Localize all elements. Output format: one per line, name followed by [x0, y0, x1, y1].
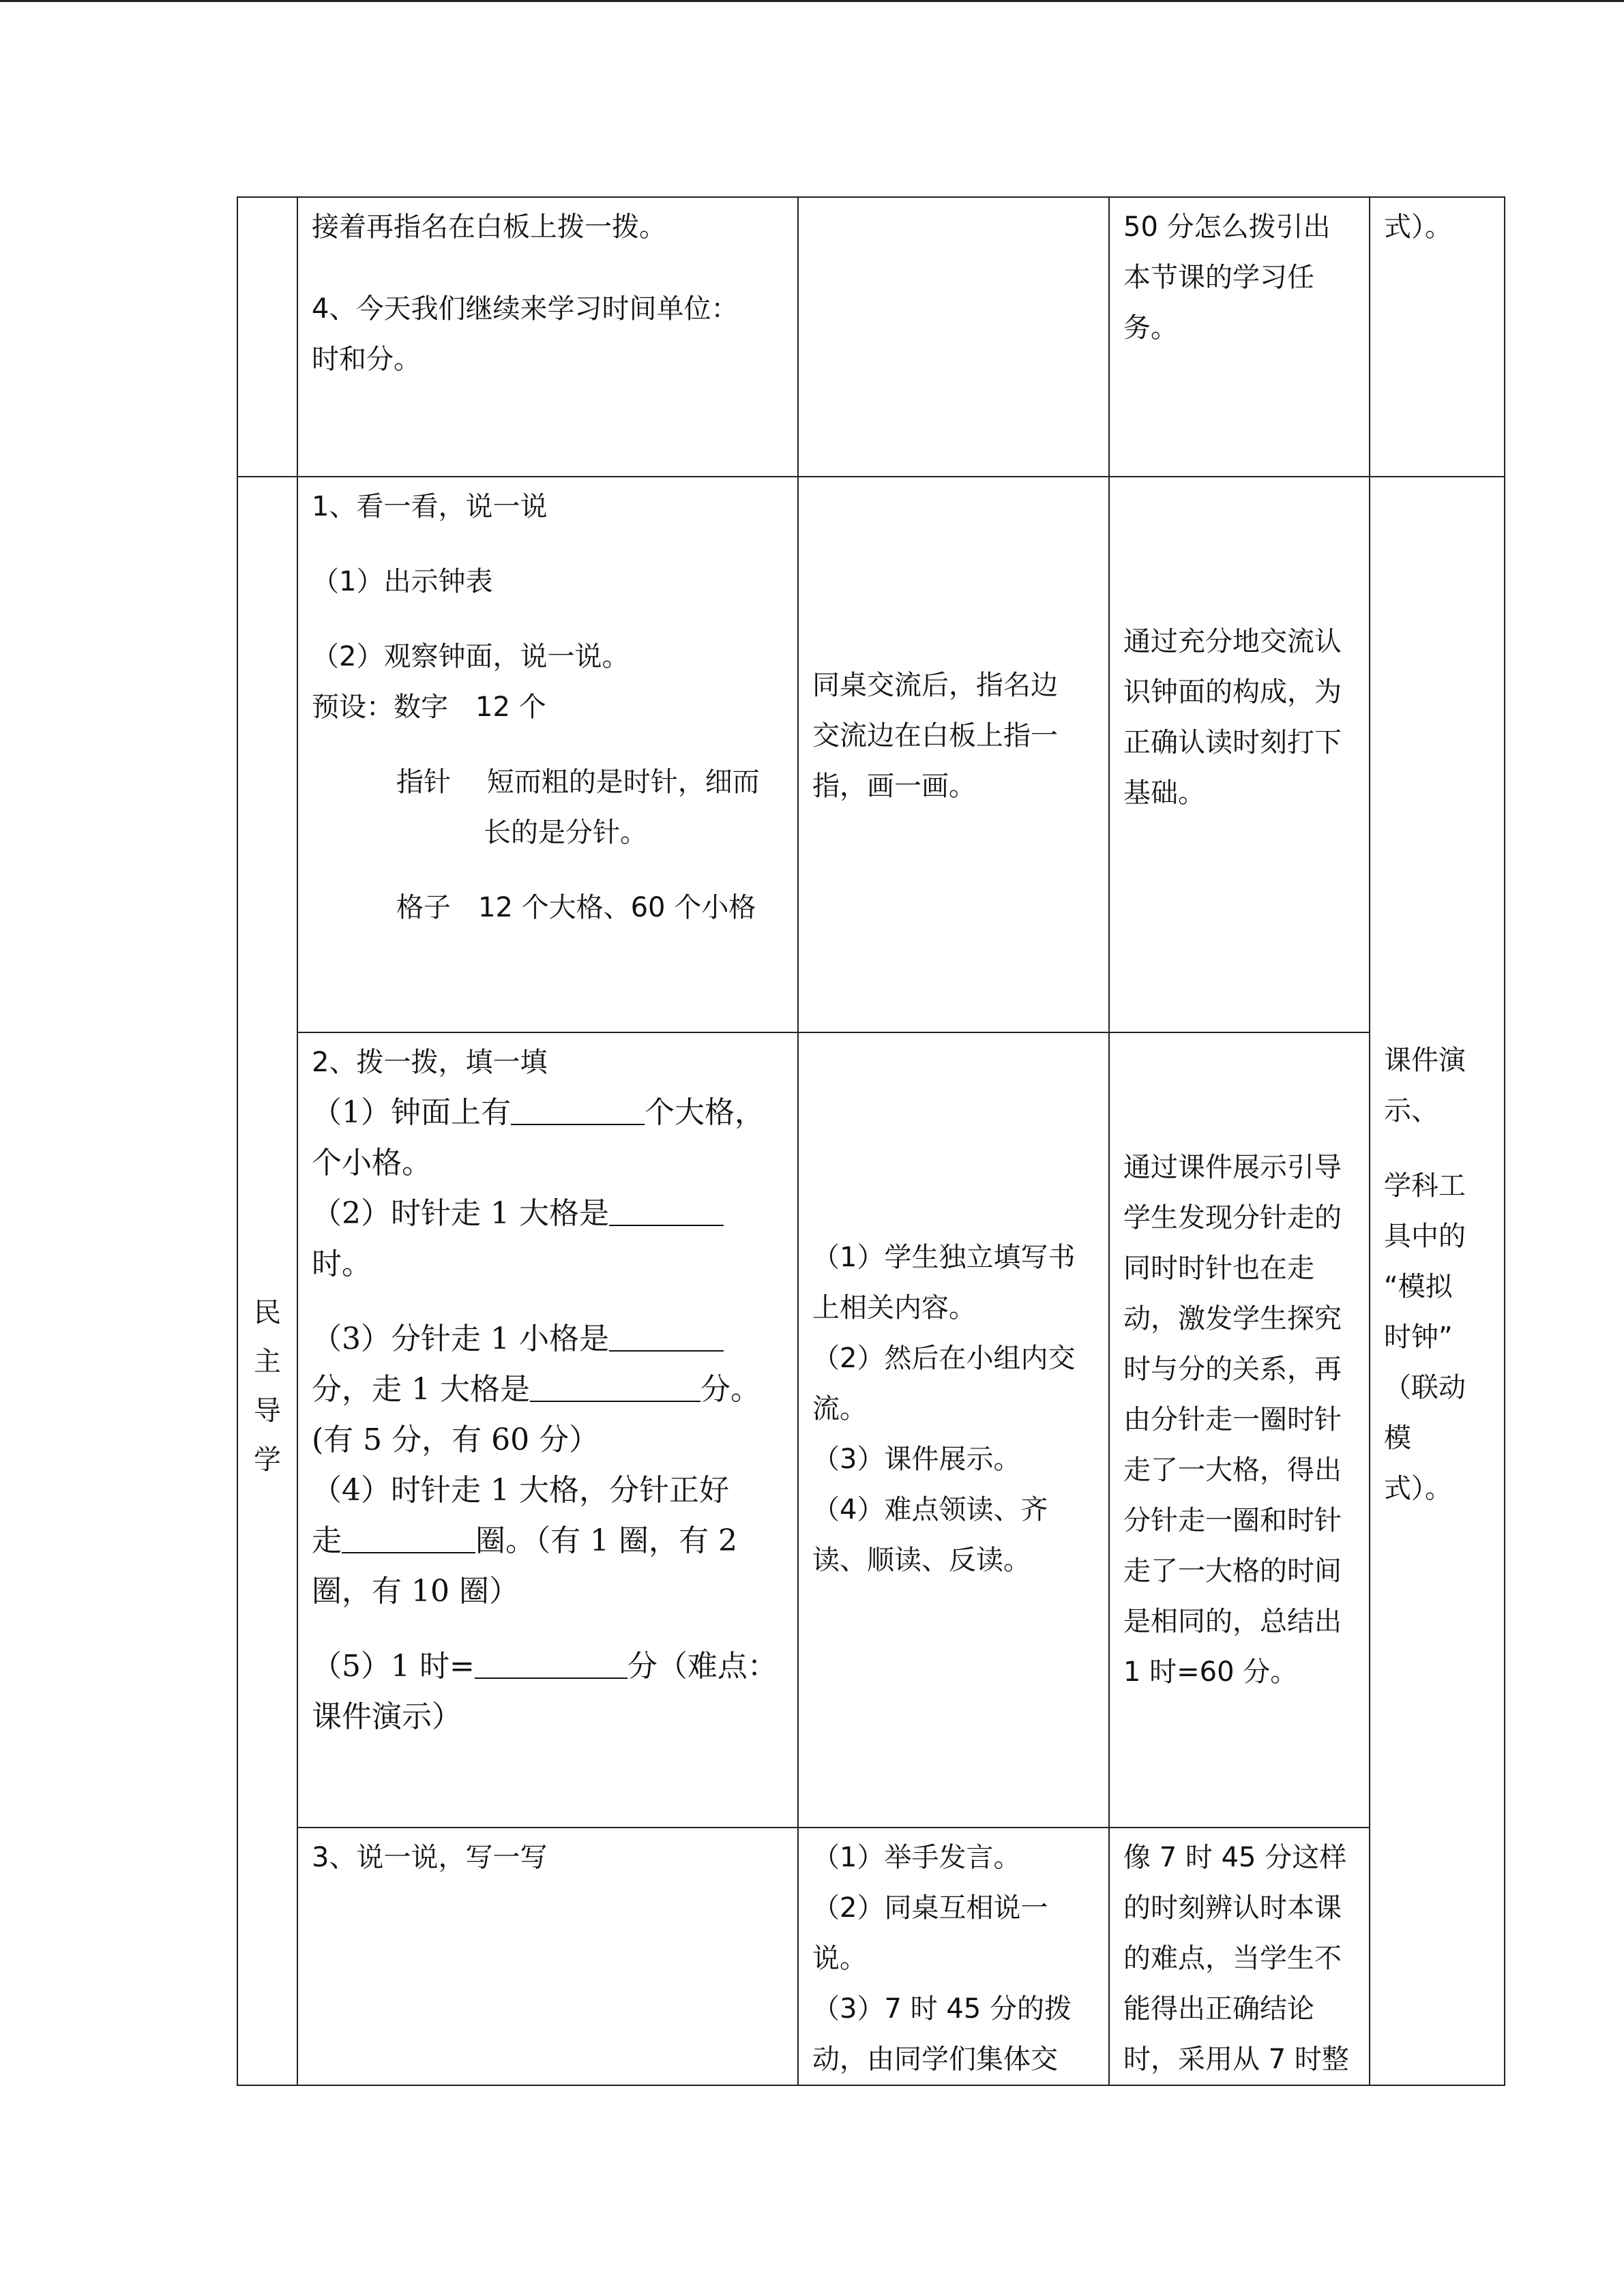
intent-line: 时，采用从 7 时整 — [1123, 2044, 1349, 2075]
page-top-border — [0, 0, 1624, 2]
question-text: （5）1 时= — [312, 1649, 475, 1684]
teacher-activity-cell — [297, 477, 798, 1032]
student-line: 说。 — [812, 1943, 867, 1974]
question-text: 走 — [312, 1523, 342, 1558]
question-text: （2）时针走 1 大格是 — [312, 1196, 609, 1231]
table-row-turn-and-fill — [237, 1032, 1505, 1828]
question-text: 分。 — [700, 1372, 761, 1407]
question-text: 课件演示） — [312, 1699, 462, 1734]
question-text: （1）钟面上有 — [312, 1095, 511, 1130]
intent-line: 务。 — [1123, 312, 1178, 344]
question-text: (有 5 分，有 60 分） — [312, 1422, 600, 1457]
media-line: 模 — [1384, 1422, 1411, 1454]
media-cell — [1370, 197, 1505, 477]
student-activity-cell — [798, 1828, 1109, 2085]
fill-in-question — [312, 1189, 784, 1239]
intent-line: 像 7 时 45 分这样 — [1123, 1842, 1347, 1873]
teacher-activity-cell — [297, 197, 798, 477]
teacher-line: 长的是分针。 — [484, 817, 647, 848]
intent-line: 同时时针也在走 — [1123, 1253, 1314, 1284]
answer-blank — [511, 1092, 645, 1125]
student-line: 读、顺读、反读。 — [812, 1545, 1031, 1576]
question-text: 时。 — [312, 1247, 372, 1281]
answer-blank — [475, 1646, 628, 1679]
media-line: （联动 — [1384, 1372, 1466, 1403]
design-intent-cell — [1109, 1032, 1370, 1828]
fill-in-question — [312, 1088, 784, 1138]
fill-in-question — [312, 1516, 784, 1566]
media-line: 示、 — [1384, 1095, 1438, 1127]
question-text: 分（难点： — [627, 1649, 778, 1684]
intent-line: 动，激发学生探究 — [1123, 1303, 1342, 1335]
student-line: （1）举手发言。 — [812, 1842, 1021, 1873]
teacher-line: 4、今天我们继续来学习时间单位： — [312, 293, 739, 325]
intent-line: 正确认读时刻打下 — [1123, 727, 1342, 758]
teacher-activity-cell — [297, 1828, 798, 2085]
intent-line: 通过充分地交流认 — [1123, 626, 1342, 657]
intent-line: 的时刻辨认时本课 — [1123, 1892, 1342, 1924]
teacher-line: 接着再指名在白板上拨一拨。 — [312, 211, 666, 243]
stage-label: 民主导学 — [254, 1297, 281, 1476]
student-activity-cell — [798, 477, 1109, 1032]
question-text: 分，走 1 大格是 — [312, 1372, 530, 1407]
table-row-say-and-write — [237, 1828, 1505, 2085]
fill-in-question — [312, 1641, 784, 1692]
intent-line: 识钟面的构成，为 — [1123, 676, 1342, 708]
table-row-continuation — [237, 197, 1505, 477]
student-line: 动，由同学们集体交 — [812, 2044, 1058, 2075]
intent-line: 本节课的学习任 — [1123, 262, 1314, 293]
student-activity-cell — [798, 1032, 1109, 1828]
section-title: 2、拨一拨，填一填 — [312, 1047, 548, 1078]
media-line: “模拟 — [1384, 1271, 1453, 1302]
section-title: 1、看一看，说一说 — [312, 491, 548, 522]
fill-in-question — [312, 1365, 784, 1415]
student-line: （3）7 时 45 分的拨 — [812, 1993, 1072, 2025]
student-line: （3）课件展示。 — [812, 1444, 1021, 1475]
intent-line: 由分针走一圈时针 — [1123, 1404, 1342, 1435]
question-text: （3）分针走 1 小格是 — [312, 1322, 609, 1356]
media-line: 时钟” — [1384, 1322, 1453, 1353]
design-intent-cell — [1109, 197, 1370, 477]
intent-line: 基础。 — [1123, 777, 1205, 809]
teacher-line: （2）观察钟面，说一说。 — [312, 641, 630, 672]
intent-line: 50 分怎么拨引出 — [1123, 211, 1331, 243]
media-cell-shared — [1370, 477, 1505, 2085]
teacher-activity-cell — [297, 1032, 798, 1828]
media-line: 式）。 — [1384, 211, 1452, 243]
media-line: 具中的 — [1384, 1221, 1466, 1252]
student-line: 上相关内容。 — [812, 1292, 976, 1324]
student-line: （2）同桌互相说一 — [812, 1892, 1048, 1924]
lesson-plan-table — [237, 196, 1505, 2086]
intent-line: 时与分的关系，再 — [1123, 1354, 1342, 1385]
table-row-look-and-say — [237, 477, 1505, 1032]
answer-blank — [342, 1521, 475, 1553]
intent-line: 分针走一圈和时针 — [1123, 1505, 1342, 1536]
design-intent-cell — [1109, 477, 1370, 1032]
student-line: 流。 — [812, 1393, 867, 1425]
stage-cell-continuation — [237, 197, 297, 477]
media-line: 式）。 — [1384, 1473, 1452, 1504]
intent-line: 通过课件展示引导 — [1123, 1152, 1342, 1183]
media-line: 学科工 — [1384, 1170, 1466, 1202]
section-title: 3、说一说，写一写 — [312, 1842, 548, 1873]
intent-line: 走了一大格的时间 — [1123, 1555, 1342, 1587]
student-line: （1）学生独立填写书 — [812, 1242, 1076, 1273]
intent-line: 的难点，当学生不 — [1123, 1943, 1342, 1974]
intent-line: 学生发现分针走的 — [1123, 1202, 1342, 1234]
teacher-line: 指针 短而粗的是时针，细而 — [396, 766, 760, 798]
teacher-line: 预设：数字 12 个 — [312, 691, 546, 723]
student-activity-cell — [798, 197, 1109, 477]
fill-in-question — [312, 1314, 784, 1365]
intent-line: 能得出正确结论 — [1123, 1993, 1314, 2025]
media-line: 课件演 — [1384, 1045, 1466, 1076]
student-line: 交流边在白板上指一 — [812, 720, 1058, 751]
answer-blank — [609, 1319, 724, 1352]
question-text: （4）时针走 1 大格，分针正好 — [312, 1473, 729, 1508]
teacher-line: 时和分。 — [312, 344, 421, 375]
student-line: 指，画一画。 — [812, 771, 976, 802]
question-text: 圈，有 10 圈） — [312, 1574, 519, 1609]
intent-line: 走了一大格，得出 — [1123, 1455, 1342, 1486]
student-line: 同桌交流后，指名边 — [812, 670, 1058, 701]
answer-blank — [530, 1369, 700, 1402]
student-line: （4）难点领读、齐 — [812, 1494, 1048, 1525]
intent-line: 是相同的，总结出 — [1123, 1606, 1342, 1637]
question-text: 个小格。 — [312, 1146, 432, 1180]
answer-blank — [609, 1193, 724, 1226]
stage-cell-guided-learning — [237, 477, 297, 2085]
design-intent-cell — [1109, 1828, 1370, 2085]
question-text: 圈。（有 1 圈，有 2 — [475, 1523, 737, 1558]
intent-line: 1 时=60 分。 — [1123, 1656, 1298, 1688]
teacher-line: 格子 12 个大格、60 个小格 — [396, 892, 756, 923]
question-text: 个大格， — [645, 1095, 765, 1130]
teacher-line: （1）出示钟表 — [312, 566, 493, 597]
student-line: （2）然后在小组内交 — [812, 1343, 1076, 1374]
